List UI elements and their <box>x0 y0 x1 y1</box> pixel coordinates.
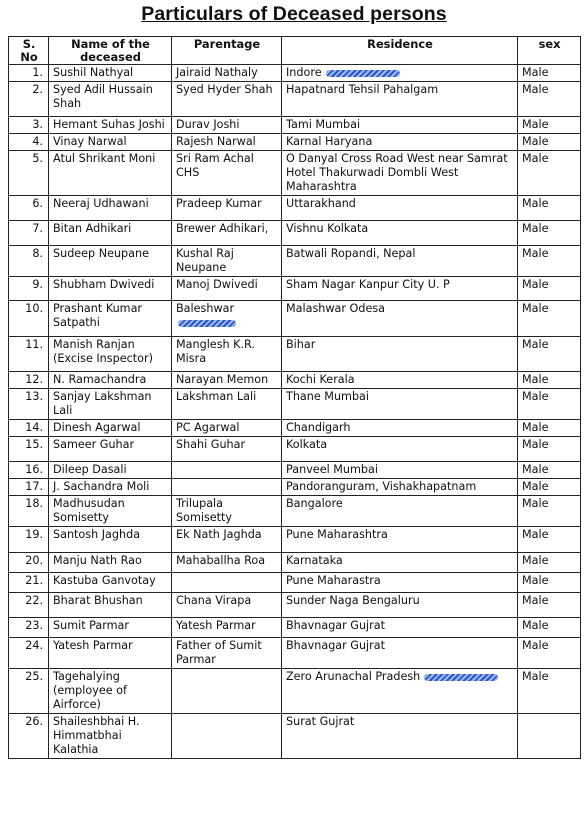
row-name <box>49 151 172 196</box>
row-sex-text: Male <box>522 594 549 607</box>
row-name-text: Sushil Nathyal <box>53 66 134 79</box>
row-residence-text: Hapatnard Tehsil Pahalgam <box>286 83 439 96</box>
row-name <box>49 372 172 389</box>
row-sno-text: 23. <box>25 619 43 632</box>
row-name-text: Sameer Guhar <box>53 438 135 451</box>
table-row <box>9 573 581 593</box>
row-residence-text: Thane Mumbai <box>286 390 370 403</box>
table-row <box>9 593 581 618</box>
row-parentage <box>172 82 282 117</box>
row-parentage <box>172 117 282 134</box>
row-name-text: Sanjay Lakshman Lali <box>53 390 152 417</box>
redaction-mark <box>178 320 236 327</box>
row-sno <box>9 196 49 221</box>
row-sno-text: 1. <box>32 66 43 79</box>
row-sno <box>9 277 49 301</box>
row-name-text: Tagehalying (employee of Airforce) <box>53 670 127 711</box>
row-sex-text: Male <box>522 152 549 165</box>
row-sno-text: 4. <box>32 135 43 148</box>
row-residence <box>282 151 518 196</box>
row-sno <box>9 134 49 151</box>
row-sex <box>518 527 581 553</box>
row-residence-text: Sham Nagar Kanpur City U. P <box>286 278 450 291</box>
row-sex-text: Male <box>522 222 549 235</box>
row-parentage-text: Syed Hyder Shah <box>176 83 273 96</box>
row-name <box>49 301 172 337</box>
row-sex <box>518 82 581 117</box>
row-sex <box>518 372 581 389</box>
redaction-mark <box>424 674 498 681</box>
row-name <box>49 573 172 593</box>
row-sex <box>518 246 581 277</box>
row-sno-text: 5. <box>32 152 43 165</box>
row-name <box>49 221 172 246</box>
row-parentage <box>172 638 282 669</box>
row-residence-text: Malashwar Odesa <box>286 302 386 315</box>
row-residence-text: Karnal Haryana <box>286 135 373 148</box>
row-sno <box>9 462 49 479</box>
row-parentage <box>172 151 282 196</box>
row-residence <box>282 479 518 496</box>
row-name <box>49 389 172 420</box>
header-residence: Residence <box>282 37 518 65</box>
table-row <box>9 301 581 337</box>
row-sno-text: 8. <box>32 247 43 260</box>
page-title: Particulars of Deceased persons <box>141 3 447 25</box>
table-row <box>9 196 581 221</box>
row-parentage-text: Jairaid Nathaly <box>176 66 258 79</box>
row-sno-text: 9. <box>32 278 43 291</box>
row-residence-text: Zero Arunachal Pradesh <box>286 670 421 683</box>
table-row <box>9 479 581 496</box>
row-name-text: Sumit Parmar <box>53 619 129 632</box>
row-sex-text: Male <box>522 197 549 210</box>
row-sno-text: 16. <box>25 463 43 476</box>
row-name <box>49 496 172 527</box>
row-name <box>49 714 172 759</box>
row-parentage <box>172 437 282 462</box>
row-parentage <box>172 527 282 553</box>
row-parentage <box>172 573 282 593</box>
row-parentage-text: Durav Joshi <box>176 118 240 131</box>
row-parentage <box>172 196 282 221</box>
row-name <box>49 462 172 479</box>
row-parentage <box>172 389 282 420</box>
row-name <box>49 65 172 82</box>
row-sno <box>9 527 49 553</box>
row-sno-text: 3. <box>32 118 43 131</box>
row-sex-text: Male <box>522 619 549 632</box>
row-name <box>49 553 172 573</box>
row-residence <box>282 82 518 117</box>
row-name-text: Shubham Dwivedi <box>53 278 155 291</box>
row-residence <box>282 301 518 337</box>
row-residence <box>282 65 518 82</box>
row-sex <box>518 593 581 618</box>
row-sex <box>518 669 581 714</box>
row-sno-text: 21. <box>25 574 43 587</box>
row-sex <box>518 151 581 196</box>
row-sex <box>518 573 581 593</box>
row-sno <box>9 82 49 117</box>
row-sex <box>518 479 581 496</box>
row-sex-text: Male <box>522 480 549 493</box>
row-name <box>49 618 172 638</box>
row-sno <box>9 389 49 420</box>
row-residence <box>282 246 518 277</box>
row-sno-text: 17. <box>25 480 43 493</box>
row-name <box>49 593 172 618</box>
row-sex-text: Male <box>522 438 549 451</box>
row-name-text: Sudeep Neupane <box>53 247 149 260</box>
row-residence <box>282 714 518 759</box>
row-sno-text: 26. <box>25 715 43 728</box>
row-sex-text: Male <box>522 66 549 79</box>
row-sno <box>9 496 49 527</box>
row-name-text: N. Ramachandra <box>53 373 147 386</box>
row-parentage-text: Yatesh Parmar <box>176 619 256 632</box>
row-residence-text: O Danyal Cross Road West near Samrat Hotel Thakurwadi Dombli West Maharashtra <box>286 152 508 193</box>
row-sex-text: Male <box>522 135 549 148</box>
row-residence-text: Bihar <box>286 338 316 351</box>
row-parentage-text: Chana Virapa <box>176 594 252 607</box>
row-name <box>49 437 172 462</box>
row-residence <box>282 337 518 372</box>
row-parentage <box>172 479 282 496</box>
table-row <box>9 527 581 553</box>
row-name <box>49 337 172 372</box>
row-name <box>49 246 172 277</box>
table-row <box>9 337 581 372</box>
row-sno <box>9 151 49 196</box>
row-name <box>49 420 172 437</box>
row-parentage-text: PC Agarwal <box>176 421 240 434</box>
row-sex <box>518 462 581 479</box>
row-sex-text: Male <box>522 497 549 510</box>
deceased-table <box>8 36 581 759</box>
row-sex-text: Male <box>522 373 549 386</box>
row-name-text: Atul Shrikant Moni <box>53 152 156 165</box>
table-row <box>9 714 581 759</box>
header-name: Name of the deceased <box>49 37 172 65</box>
row-name <box>49 277 172 301</box>
row-sex-text: Male <box>522 278 549 291</box>
row-residence <box>282 196 518 221</box>
row-sex <box>518 420 581 437</box>
row-residence <box>282 389 518 420</box>
row-residence-text: Bhavnagar Gujrat <box>286 619 386 632</box>
row-parentage <box>172 221 282 246</box>
row-parentage-text: Pradeep Kumar <box>176 197 262 210</box>
row-residence-text: Indore <box>286 66 322 79</box>
row-sno-text: 2. <box>32 83 43 96</box>
row-sno <box>9 420 49 437</box>
row-residence <box>282 437 518 462</box>
row-name <box>49 196 172 221</box>
row-sno-text: 11. <box>25 338 43 351</box>
row-sex-text: Male <box>522 639 549 652</box>
row-parentage-text: Narayan Memon <box>176 373 269 386</box>
row-residence-text: Vishnu Kolkata <box>286 222 369 235</box>
row-name-text: Hemant Suhas Joshi <box>53 118 165 131</box>
row-parentage <box>172 462 282 479</box>
row-name-text: Vinay Narwal <box>53 135 127 148</box>
row-residence-text: Bhavnagar Gujrat <box>286 639 386 652</box>
row-parentage-text: Father of Sumit Parmar <box>176 639 262 666</box>
row-sex <box>518 437 581 462</box>
row-sex <box>518 553 581 573</box>
table-row <box>9 462 581 479</box>
row-name-text: Dinesh Agarwal <box>53 421 141 434</box>
row-residence <box>282 593 518 618</box>
row-sno <box>9 246 49 277</box>
row-sex <box>518 277 581 301</box>
row-sex-text: Male <box>522 528 549 541</box>
row-parentage-text: Manglesh K.R. Misra <box>176 338 255 365</box>
row-sno <box>9 221 49 246</box>
row-sno-text: 10. <box>25 302 43 315</box>
row-residence <box>282 117 518 134</box>
row-sno <box>9 372 49 389</box>
row-parentage <box>172 496 282 527</box>
row-residence-text: Chandigarh <box>286 421 351 434</box>
row-sex <box>518 496 581 527</box>
table-row <box>9 669 581 714</box>
header-parentage: Parentage <box>172 37 282 65</box>
row-sex <box>518 389 581 420</box>
row-parentage <box>172 593 282 618</box>
row-parentage-text: Rajesh Narwal <box>176 135 256 148</box>
row-sno-text: 6. <box>32 197 43 210</box>
row-residence <box>282 496 518 527</box>
table-row <box>9 420 581 437</box>
row-residence-text: Bangalore <box>286 497 343 510</box>
row-residence <box>282 618 518 638</box>
row-residence-text: Pune Maharastra <box>286 574 381 587</box>
row-sno <box>9 669 49 714</box>
row-sno <box>9 479 49 496</box>
row-sno-text: 18. <box>25 497 43 510</box>
row-residence-text: Batwali Ropandi, Nepal <box>286 247 416 260</box>
row-sex <box>518 221 581 246</box>
row-parentage <box>172 553 282 573</box>
table-row <box>9 134 581 151</box>
row-parentage-text: Sri Ram Achal CHS <box>176 152 254 179</box>
table-row <box>9 618 581 638</box>
row-name-text: Neeraj Udhawani <box>53 197 149 210</box>
row-parentage-text: Mahaballha Roa <box>176 554 266 567</box>
row-residence <box>282 638 518 669</box>
row-name-text: Shaileshbhai H. Himmatbhai Kalathia <box>53 715 140 756</box>
row-sno-text: 15. <box>25 438 43 451</box>
row-sex-text: Male <box>522 463 549 476</box>
row-residence-text: Pandoranguram, Vishakhapatnam <box>286 480 477 493</box>
row-name-text: Bharat Bhushan <box>53 594 143 607</box>
row-parentage-text: Shahi Guhar <box>176 438 246 451</box>
table-row <box>9 246 581 277</box>
row-sex-text: Male <box>522 247 549 260</box>
row-sex-text: Male <box>522 390 549 403</box>
row-sex <box>518 65 581 82</box>
row-sno <box>9 714 49 759</box>
row-residence-text: Karnataka <box>286 554 343 567</box>
row-parentage <box>172 337 282 372</box>
row-name <box>49 134 172 151</box>
row-sex <box>518 618 581 638</box>
row-name <box>49 527 172 553</box>
row-sno <box>9 337 49 372</box>
row-residence <box>282 420 518 437</box>
row-residence <box>282 372 518 389</box>
row-sno-text: 25. <box>25 670 43 683</box>
row-sex-text: Male <box>522 83 549 96</box>
table-row <box>9 389 581 420</box>
table-row <box>9 151 581 196</box>
row-name <box>49 117 172 134</box>
row-sno-text: 19. <box>25 528 43 541</box>
header-sno: S. No <box>9 37 49 65</box>
row-residence-text: Kolkata <box>286 438 328 451</box>
row-sno <box>9 553 49 573</box>
row-sex-text: Male <box>522 302 549 315</box>
row-name <box>49 82 172 117</box>
row-sex <box>518 337 581 372</box>
row-sno <box>9 573 49 593</box>
row-parentage <box>172 65 282 82</box>
row-name-text: Manju Nath Rao <box>53 554 142 567</box>
row-parentage <box>172 714 282 759</box>
row-residence <box>282 669 518 714</box>
row-residence <box>282 553 518 573</box>
redaction-mark <box>326 70 400 77</box>
table-row <box>9 372 581 389</box>
header-row <box>9 37 581 65</box>
row-name-text: Kastuba Ganvotay <box>53 574 156 587</box>
row-residence <box>282 277 518 301</box>
row-parentage <box>172 618 282 638</box>
row-name-text: J. Sachandra Moli <box>53 480 150 493</box>
row-parentage-text: Brewer Adhikari, <box>176 222 269 235</box>
row-residence <box>282 527 518 553</box>
table-row <box>9 82 581 117</box>
row-sex <box>518 196 581 221</box>
row-name <box>49 479 172 496</box>
table-row <box>9 65 581 82</box>
row-sex-text: Male <box>522 118 549 131</box>
row-sex-text: Male <box>522 554 549 567</box>
row-sex <box>518 714 581 759</box>
row-sno-text: 12. <box>25 373 43 386</box>
row-residence-text: Sunder Naga Bengaluru <box>286 594 420 607</box>
table-row <box>9 553 581 573</box>
row-residence-text: Pune Maharashtra <box>286 528 388 541</box>
table-row <box>9 437 581 462</box>
row-sno-text: 7. <box>32 222 43 235</box>
row-residence <box>282 134 518 151</box>
row-sex-text: Male <box>522 338 549 351</box>
row-sno-text: 22. <box>25 594 43 607</box>
table-row <box>9 496 581 527</box>
row-residence-text: Kochi Kerala <box>286 373 355 386</box>
row-name-text: Prashant Kumar Satpathi <box>53 302 143 329</box>
row-parentage <box>172 134 282 151</box>
row-residence-text: Surat Gujrat <box>286 715 355 728</box>
table-row <box>9 117 581 134</box>
row-sno-text: 20. <box>25 554 43 567</box>
table-row <box>9 221 581 246</box>
row-parentage <box>172 277 282 301</box>
row-sno <box>9 618 49 638</box>
row-name-text: Madhusudan Somisetty <box>53 497 125 524</box>
row-parentage-text: Baleshwar <box>176 302 235 315</box>
row-parentage-text: Trilupala Somisetty <box>176 497 233 524</box>
row-sex <box>518 301 581 337</box>
row-residence <box>282 221 518 246</box>
row-sno <box>9 301 49 337</box>
row-sex-text: Male <box>522 574 549 587</box>
row-residence-text: Tami Mumbai <box>286 118 361 131</box>
table-row <box>9 277 581 301</box>
row-parentage-text: Kushal Raj Neupane <box>176 247 234 274</box>
row-parentage <box>172 246 282 277</box>
row-parentage <box>172 301 282 337</box>
row-parentage <box>172 372 282 389</box>
row-parentage-text: Lakshman Lali <box>176 390 257 403</box>
row-residence-text: Panveel Mumbai <box>286 463 378 476</box>
row-name <box>49 638 172 669</box>
row-sno <box>9 638 49 669</box>
row-sno <box>9 117 49 134</box>
row-sno-text: 24. <box>25 639 43 652</box>
row-name-text: Dileep Dasali <box>53 463 127 476</box>
row-name-text: Manish Ranjan (Excise Inspector) <box>53 338 153 365</box>
row-parentage-text: Manoj Dwivedi <box>176 278 258 291</box>
header-sex: sex <box>518 37 581 65</box>
row-sex-text: Male <box>522 670 549 683</box>
row-name-text: Bitan Adhikari <box>53 222 132 235</box>
table-row <box>9 638 581 669</box>
row-residence-text: Uttarakhand <box>286 197 356 210</box>
row-sno <box>9 65 49 82</box>
row-sno <box>9 593 49 618</box>
row-sno-text: 13. <box>25 390 43 403</box>
row-sex <box>518 134 581 151</box>
row-parentage-text: Ek Nath Jaghda <box>176 528 262 541</box>
row-residence <box>282 462 518 479</box>
row-name-text: Syed Adil Hussain Shah <box>53 83 153 110</box>
row-parentage <box>172 420 282 437</box>
row-sex-text: Male <box>522 421 549 434</box>
row-sex <box>518 117 581 134</box>
row-parentage <box>172 669 282 714</box>
row-sno-text: 14. <box>25 421 43 434</box>
row-name <box>49 669 172 714</box>
row-residence <box>282 573 518 593</box>
row-name-text: Yatesh Parmar <box>53 639 133 652</box>
row-sex <box>518 638 581 669</box>
row-name-text: Santosh Jaghda <box>53 528 141 541</box>
row-sno <box>9 437 49 462</box>
